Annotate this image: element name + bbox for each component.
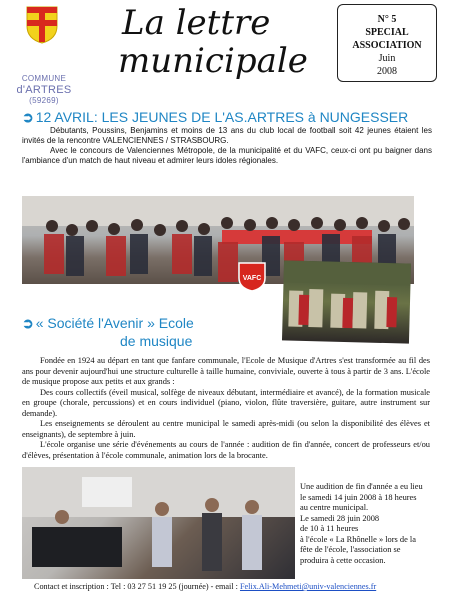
commune-name	[14, 74, 74, 106]
masthead-line2: municipale	[118, 41, 308, 81]
event-line: Une audition de fin d'année a eu lieu	[300, 482, 423, 491]
section2-para: Des cours collectifs (éveil musical, solfège de niveaux débutant, intermédiaire et avancé), de la formation musicale en groupe (chorale, percussions) et en cours individuel (piano, violon, flûte traversière, guitare, autre instrument sur demande).	[22, 387, 430, 418]
section1-body	[22, 126, 432, 166]
section2-heading-line1: « Société l'Avenir » Ecole	[35, 315, 194, 331]
event-line: au centre municipal.	[300, 503, 369, 512]
event-line: fête de l'école, l'association se	[300, 545, 401, 554]
issue-box	[337, 4, 437, 82]
section2-para: Les enseignements se déroulent au centre municipal le samedi après-midi (ou selon la disponibilité des élèves et enseignants), de septembre à juin.	[22, 419, 430, 439]
event-line: le samedi 14 juin 2008 à 18 heures	[300, 492, 417, 502]
contact-text: Contact et inscription : Tel : 03 27 51 19 25 (journée) - email :	[34, 582, 240, 591]
issue-special: SPECIAL	[365, 27, 409, 38]
section2-body	[22, 356, 430, 461]
arrow-right-icon: ➲	[22, 109, 34, 125]
section1-para1: Débutants, Poussins, Benjamins et moins de 13 ans du club local de football soit 42 jeunes étaient les invités de la rencontre VALENCIENNES / STRASBOURG.	[22, 126, 432, 145]
stadium-photo	[282, 260, 411, 343]
section1-heading-text: LES JEUNES DE L'AS.ARTRES à NUNGESSER	[97, 109, 409, 125]
arrow-right-icon: ➲	[22, 315, 34, 331]
issue-month: Juin	[378, 53, 396, 64]
section1-para2: Avec le concours de Valenciennes Métropole, de la municipalité et du VAFC, ceux-ci ont pu baigner dans l'ambiance d'un match de haut niveau et admirer leurs idoles régionales.	[22, 146, 432, 165]
section2-heading	[22, 314, 262, 350]
commune-line3: (59269)	[29, 96, 59, 105]
masthead-title	[118, 4, 328, 80]
issue-number: N° 5	[377, 14, 397, 25]
masthead-line1: La lettre	[122, 3, 271, 43]
vafc-badge-text: VAFC	[242, 275, 262, 282]
event-line: de 10 à 11 heures	[300, 524, 359, 533]
stadium-illustration	[282, 260, 411, 343]
section1-heading-date: 12 AVRIL:	[35, 109, 98, 125]
section2-para: Fondée en 1924 au départ en tant que fanfare communale, l'Ecole de Musique d'Artres s'est transformée au fil des ans pour devenir aujourd'hui une structure culturelle à taille humaine, conviviale, ouverte à tous à partir de 3 ans. L'école de musique propose aux petits et aux grands :	[22, 356, 430, 386]
issue-association: ASSOCIATION	[352, 40, 422, 51]
commune-crest-icon	[26, 6, 58, 44]
event-line: produira à cette occasion.	[300, 555, 386, 565]
issue-year: 2008	[377, 66, 397, 77]
section2-para: L'école organise une série d'événements au cours de l'année : audition de fin d'année, concert de professeurs et/ou d'élèves, présentation à l'école communale, animation lors de la brocante.	[22, 440, 430, 460]
music-class-photo	[22, 467, 295, 579]
vafc-badge-icon	[238, 262, 266, 292]
commune-line2: d'ARTRES	[16, 84, 72, 96]
section2-heading-line2: de musique	[120, 333, 193, 349]
contact-footer	[34, 582, 434, 592]
contact-email-link[interactable]: Felix.Ali-Mehmeti@univ-valenciennes.fr	[239, 582, 377, 591]
music-class-illustration	[22, 467, 295, 579]
event-notes	[300, 482, 435, 566]
section1-heading	[22, 108, 442, 126]
commune-line1: COMMUNE	[21, 74, 67, 83]
event-line: Le samedi 28 juin 2008	[300, 513, 380, 523]
event-line: à l'école « La Rhônelle » lors de la	[300, 534, 416, 544]
